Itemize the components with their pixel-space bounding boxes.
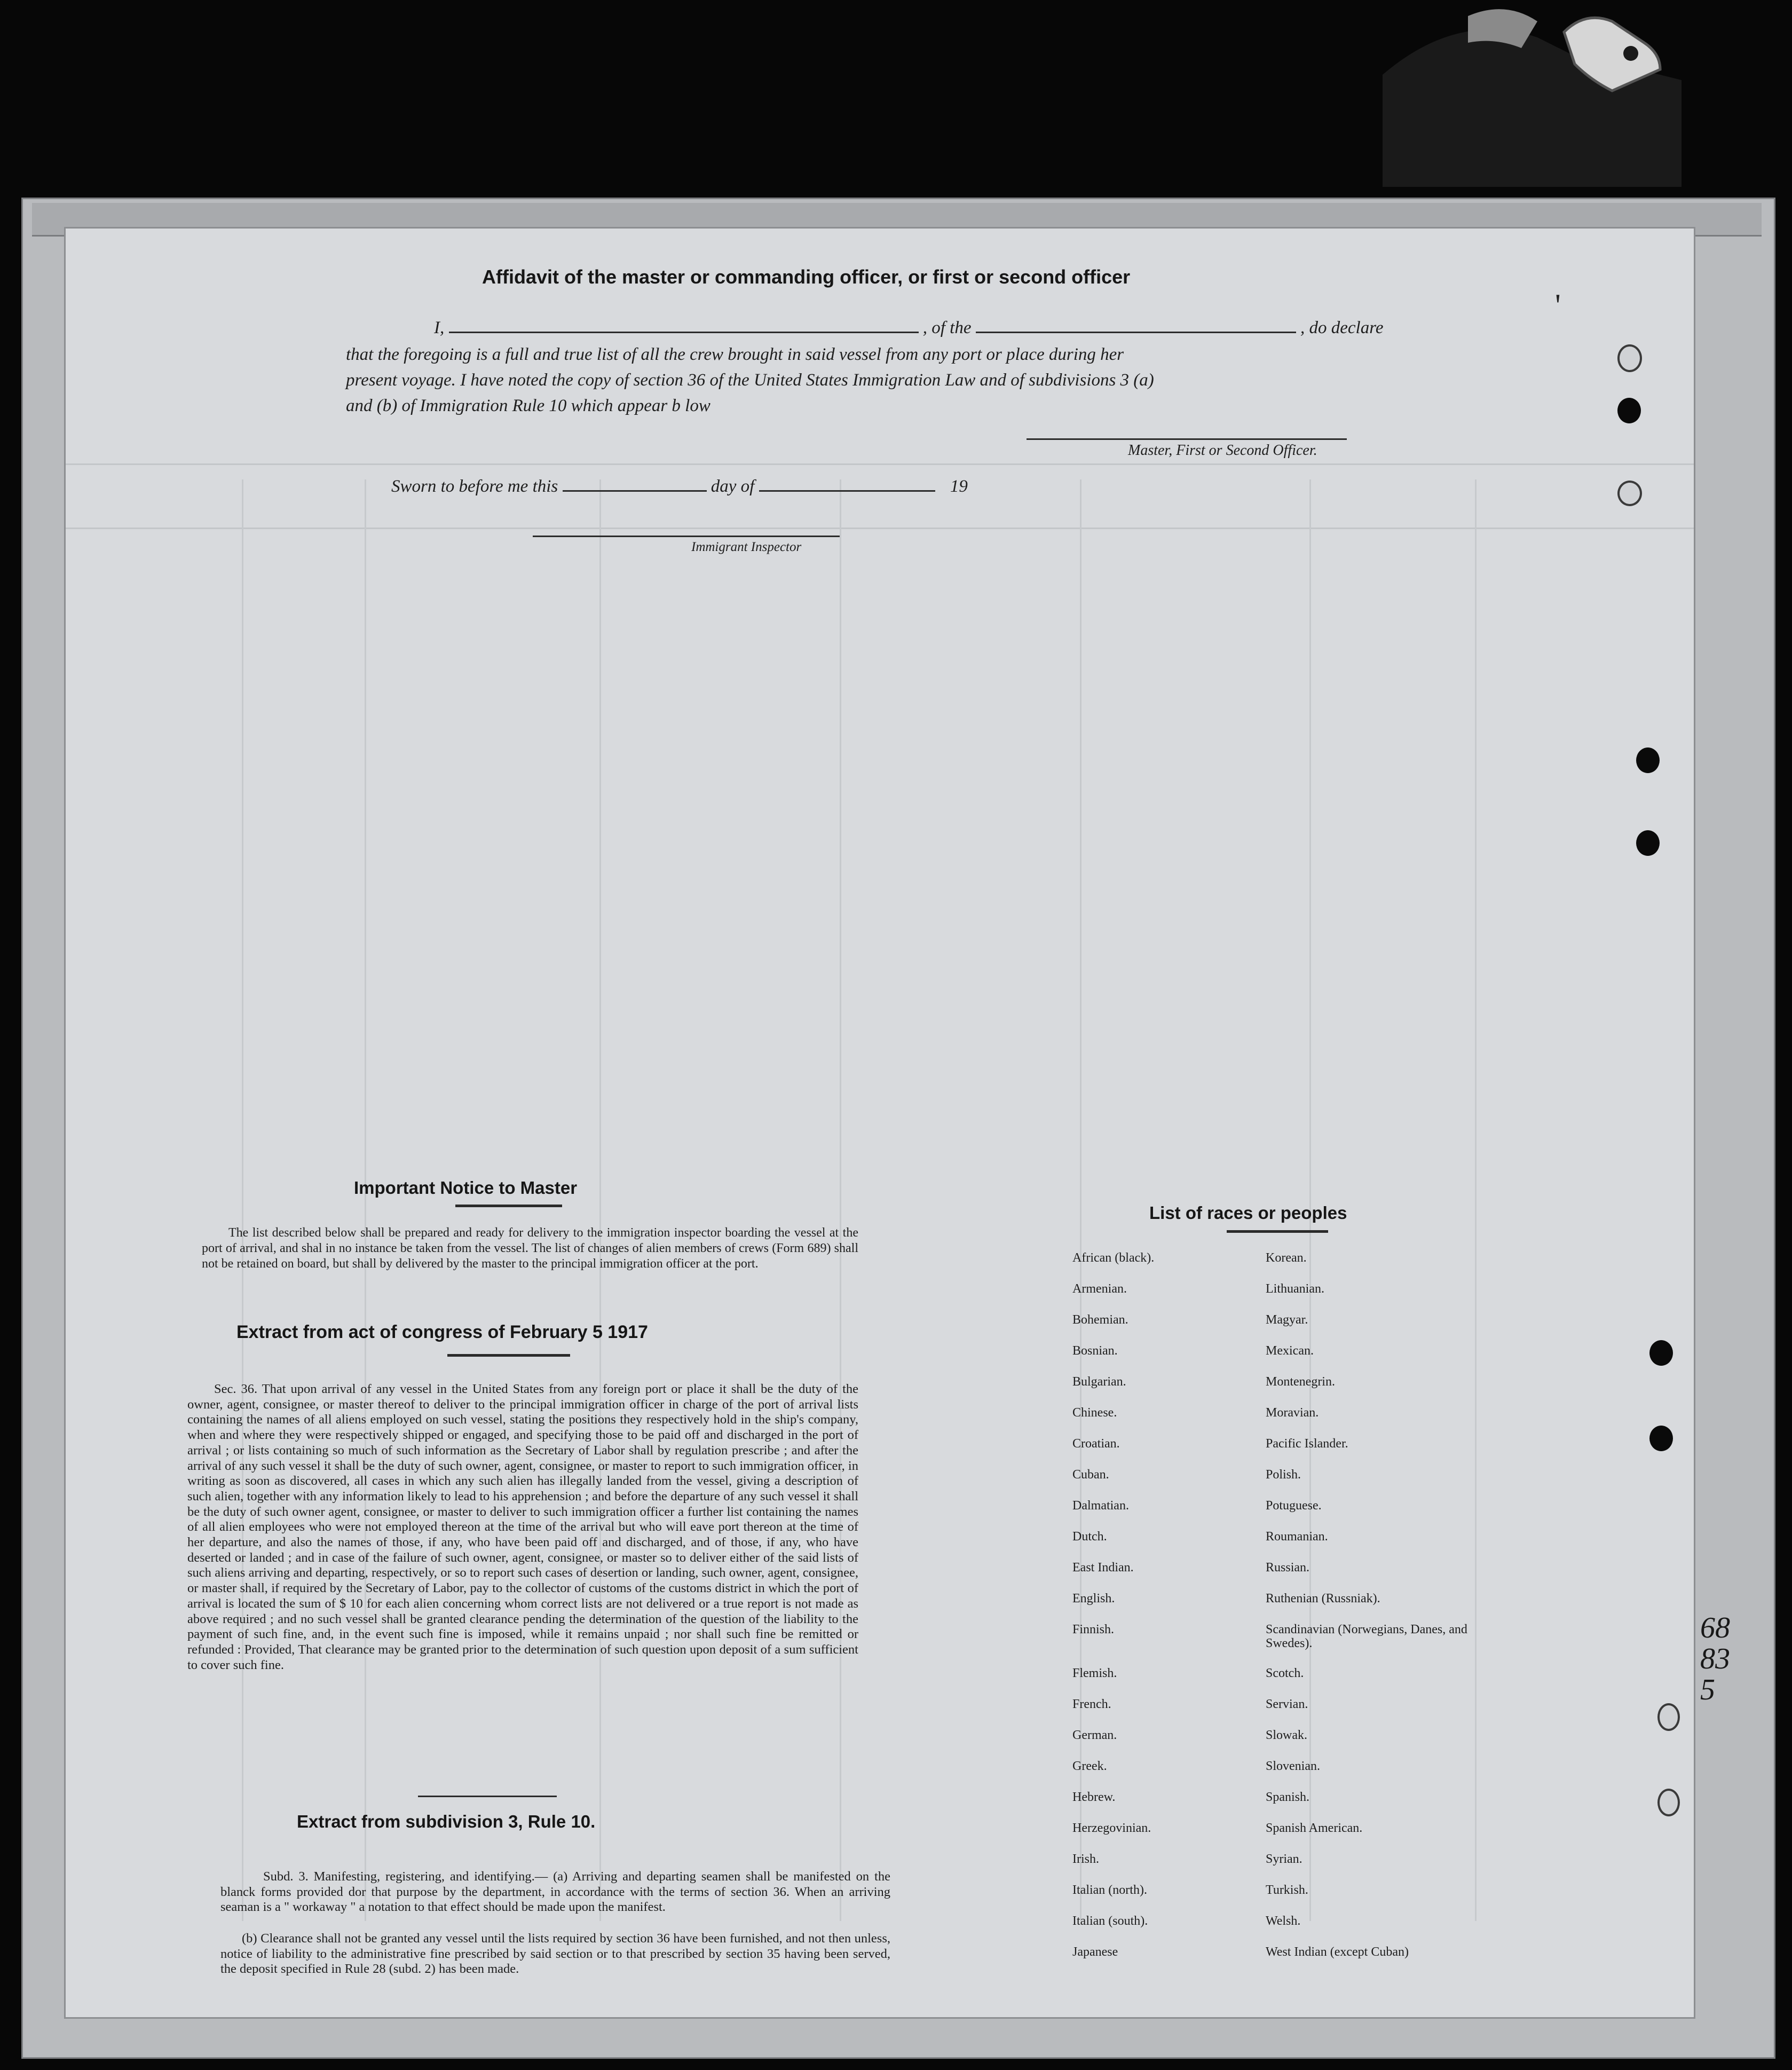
rule-extract-title: Extract from subdivision 3, Rule 10. (297, 1812, 596, 1831)
punch-hole-icon (1657, 1789, 1680, 1816)
race-item: Slovenian. (1266, 1759, 1320, 1773)
race-item: East Indian. (1072, 1561, 1134, 1575)
race-item: German. (1072, 1728, 1117, 1742)
sworn-prefix: Sworn to before me this (391, 477, 558, 496)
race-item: Welsh. (1266, 1914, 1301, 1928)
race-item: Magyar. (1266, 1313, 1308, 1327)
race-item: African (black). (1072, 1251, 1155, 1265)
affidavit-i-label: I, (434, 318, 445, 337)
punch-hole-icon (1636, 747, 1660, 773)
race-item: Ruthenian (Russniak). (1266, 1592, 1380, 1605)
race-item: Finnish. (1072, 1623, 1115, 1636)
race-item: Pacific Islander. (1266, 1437, 1348, 1451)
race-item: Roumanian. (1266, 1530, 1328, 1544)
affidavit-of-the-label: , of the (922, 318, 972, 337)
race-item: Mexican. (1266, 1344, 1314, 1358)
race-item: Montenegrin. (1266, 1375, 1335, 1389)
paper-clip-icon (1361, 0, 1735, 192)
race-item: Italian (north). (1072, 1883, 1147, 1897)
race-item: Turkish. (1266, 1883, 1308, 1897)
race-item: Croatian. (1072, 1437, 1120, 1451)
race-item: Spanish. (1266, 1790, 1310, 1804)
rule-subd-a-text: Subd. 3. Manifesting, registering, and identifying.— (a) Arriving and departing seamen shall be manifested on the blanck forms provided dor that purpose by the department, in accordance with the terms of section 36. When an arriving seaman is a " workaway " a notation to that effect should be made upon the manifest. (220, 1869, 890, 1914)
race-item: Scotch. (1266, 1666, 1304, 1680)
officer-name-blank[interactable] (449, 332, 919, 333)
rule-subd-b-text: (b) Clearance shall not be granted any vessel until the lists required by section 36 have been furnished, and not then unless, notice of liability to the administrative fine prescribed by said section or to that prescribed by section 35 having been served, the deposit specified in Rule 28 (subd. 2) has been made. (220, 1931, 890, 1976)
race-item: Dalmatian. (1072, 1499, 1129, 1513)
race-item: Slowak. (1266, 1728, 1307, 1742)
race-item: West Indian (except Cuban) (1266, 1945, 1409, 1959)
master-signature-blank[interactable] (1027, 438, 1347, 440)
race-item: Greek. (1072, 1759, 1107, 1773)
affidavit-line-4: and (b) of Immigration Rule 10 which appear b low (346, 396, 711, 415)
race-item: Russian. (1266, 1561, 1310, 1575)
punch-hole-icon (1649, 1426, 1673, 1451)
race-item: English. (1072, 1592, 1115, 1605)
race-item: Armenian. (1072, 1282, 1127, 1296)
race-item: Irish. (1072, 1852, 1099, 1866)
ghost-rule (66, 528, 1694, 529)
margin-tick-mark: ' (1555, 288, 1561, 323)
race-item: Hebrew. (1072, 1790, 1116, 1804)
affidavit-title: Affidavit of the master or commanding officer, or first or second officer (482, 266, 1131, 288)
affidavit-declare-label: , do declare (1300, 318, 1384, 337)
manifest-page (64, 227, 1695, 2019)
ghost-column-line (365, 479, 366, 1921)
punch-hole-icon (1617, 344, 1642, 372)
sworn-line (391, 477, 968, 497)
punch-hole-icon (1657, 1703, 1680, 1731)
section-36-text: Sec. 36. That upon arrival of any vessel in the United States from any foreign port or place it shall be the duty of the owner, agent, consignee, or master thereof to deliver to the principal immigration officer in charge of the port of arrival lists containing the names of all aliens employed on such vessel, stating the positions they respectively hold in the ship's company, when and where they were respectively shipped or engaged, and specifying those to be paid off and discharged in the port of arrival ; or lists containing so much of such information as the Secretary of Labor shall by regulation prescribe ; and after the arrival of any such vessel it shall be the duty of such owner, agent, consignee, or master to report to such immigration officer, in writing as soon as discovered, all cases in which any such alien has illegally landed from the vessel, giving a description of such alien, together with any information likely to lead to his apprehension ; and before the departure of any such vessel it shall be the duty of such owner agent, consignee, or master to deliver to such immigration officer a further list containing the names of all alien employees who were not employed thereon at the time of the arrival but who will eave port thereon at the time of her departure, and also the names of those, if any, who have been paid off and discharged, and of those, if any, who have deserted or landed ; and in case of the failure of such owner, agent, consignee, or master so to deliver either of the said lists of such aliens arriving and departing, respectively, or so to report such cases of desertion or landing, such owner, agent, consignee, or master shall, if required by the Secretary of Labor, pay to the collector of customs of the customs district in which the port of arrival is located the sum of $ 10 for each alien concerning whom correct lists are not delivered or a true report is not made as above required ; and no such vessel shall be granted clearance pending the determination of the question of the liability to the payment of such fine, and, in the event such fine is imposed, while it remains unpaid ; nor shall such fine be remitted or refunded : Provided, That clearance may be granted prior to the determination of such question upon deposit of a sum sufficient to cover such fine. (187, 1382, 858, 1672)
race-item: Bosnian. (1072, 1344, 1118, 1358)
race-item: Italian (south). (1072, 1914, 1148, 1928)
vessel-name-blank[interactable] (976, 332, 1296, 333)
race-item: Cuban. (1072, 1468, 1109, 1482)
affidavit-line-2: that the foregoing is a full and true list of all the crew brought in said vessel from any port or place during her (346, 345, 1124, 364)
notice-title: Important Notice to Master (354, 1178, 578, 1198)
inspector-caption: Immigrant Inspector (691, 540, 802, 554)
race-item: Flemish. (1072, 1666, 1117, 1680)
rule-divider (418, 1796, 557, 1797)
inspector-signature-blank[interactable] (533, 536, 840, 537)
sworn-month-blank[interactable] (759, 490, 935, 492)
races-right-column (1266, 1251, 1490, 1976)
ghost-rule (66, 463, 1694, 465)
race-item: Servian. (1266, 1697, 1308, 1711)
race-item: Polish. (1266, 1468, 1301, 1482)
race-item: Bohemian. (1072, 1313, 1128, 1327)
race-item: Potuguese. (1266, 1499, 1322, 1513)
sworn-day-blank[interactable] (563, 490, 707, 492)
handwritten-margin-number: 68 83 5 (1700, 1611, 1730, 1706)
race-item: Syrian. (1266, 1852, 1302, 1866)
ghost-column-line (242, 479, 243, 1921)
race-item: Herzegovinian. (1072, 1821, 1151, 1835)
ghost-column-line (599, 479, 601, 1921)
race-item: Chinese. (1072, 1406, 1117, 1420)
race-item: Scandinavian (Norwegians, Danes, and Swedes). (1266, 1623, 1467, 1650)
act-extract-title: Extract from act of congress of February 5 1917 (236, 1322, 648, 1342)
race-item: Bulgarian. (1072, 1375, 1126, 1389)
race-item: Dutch. (1072, 1530, 1107, 1544)
sworn-day-of: day of (711, 477, 755, 496)
punch-hole-icon (1636, 830, 1660, 856)
race-item: French. (1072, 1697, 1111, 1711)
notice-title-rule (455, 1205, 562, 1207)
races-title-rule (1227, 1230, 1328, 1233)
race-item: Japanese (1072, 1945, 1118, 1959)
affidavit-declaration-line (386, 318, 1383, 338)
master-signature-caption: Master, First or Second Officer. (1128, 442, 1317, 459)
ghost-column-line (840, 479, 841, 1921)
race-item: Korean. (1266, 1251, 1307, 1265)
race-item: Lithuanian. (1266, 1282, 1324, 1296)
race-item: Moravian. (1266, 1406, 1319, 1420)
races-title: List of races or peoples (1149, 1203, 1347, 1223)
race-item: Spanish American. (1266, 1821, 1363, 1835)
punch-hole-icon (1617, 398, 1641, 423)
sworn-year: 19 (950, 477, 968, 496)
act-title-rule (447, 1354, 570, 1357)
notice-text: The list described below shall be prepared and ready for delivery to the immigration inspector boarding the vessel at the port of arrival, and shal in no instance be taken from the vessel. The list of changes of alien members of crews (Form 689) shall not be retained on board, but shall by delivered by the master to the principal immigration officer at the port. (202, 1226, 858, 1271)
punch-hole-icon (1649, 1340, 1673, 1366)
affidavit-line-3: present voyage. I have noted the copy of section 36 of the United States Immigration Law and of subdivisions 3 (a) (346, 371, 1154, 390)
punch-hole-icon (1617, 481, 1642, 506)
races-left-column (1072, 1251, 1254, 1976)
